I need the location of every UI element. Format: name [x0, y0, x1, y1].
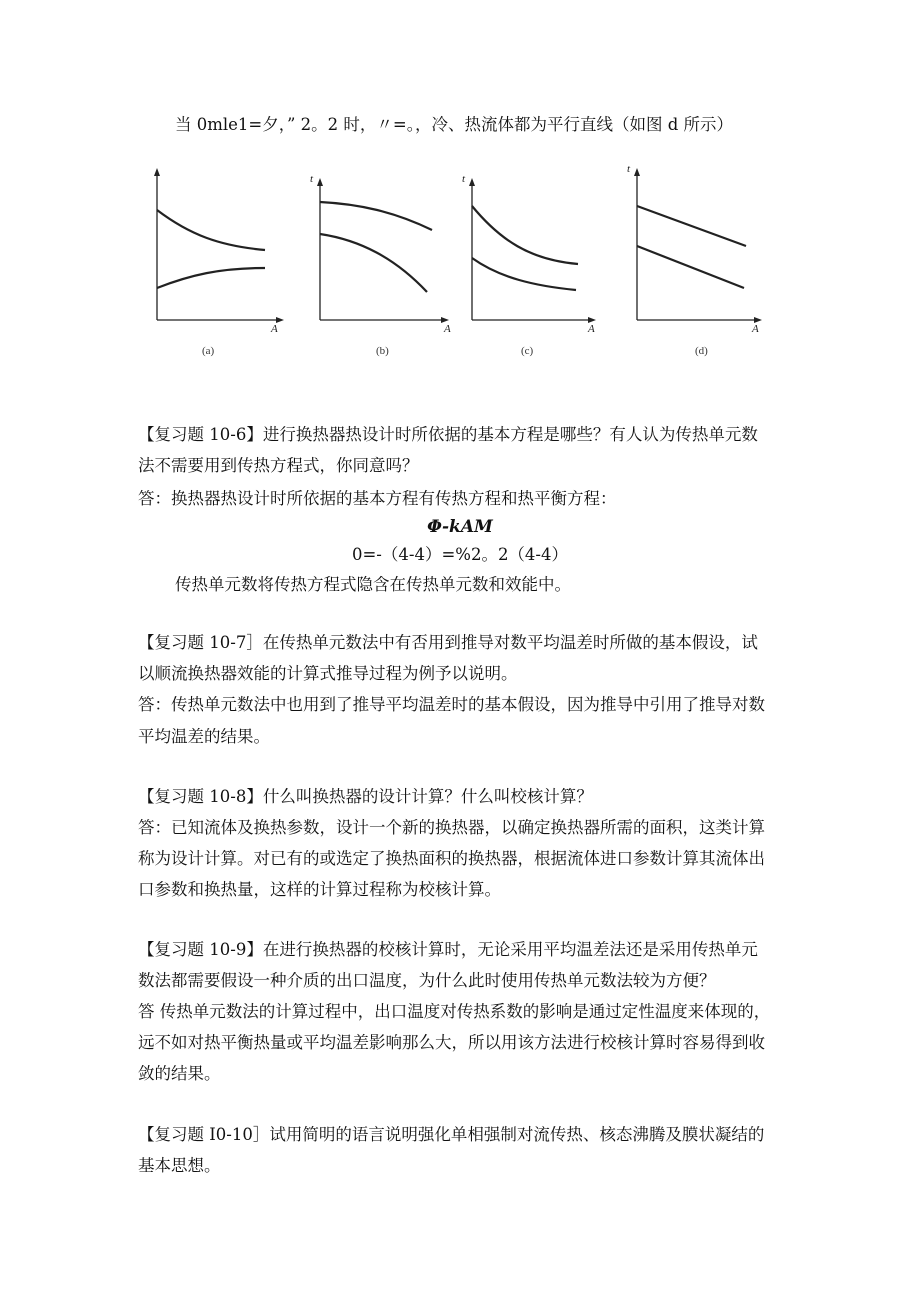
x-axis-label: A [271, 323, 278, 335]
y-axis-arrow-icon [154, 168, 160, 176]
y-axis-label: t [310, 173, 314, 185]
y-axis-arrow-icon [634, 168, 640, 176]
y-axis-label: t [462, 173, 466, 185]
panel-a [154, 168, 284, 357]
y-axis-label: t [627, 163, 631, 175]
x-axis-label: A [444, 323, 451, 335]
answer-10-7-line1: 答：传热单元数法中也用到了推导平均温差时的基本假设，因为推导中引用了推导对数 [138, 695, 765, 714]
panel-d [627, 163, 762, 357]
question-10-7-line2: 以顺流换热器效能的计算式推导过程为例予以说明。 [138, 664, 518, 683]
temperature-profile-figure [140, 160, 780, 360]
y-axis-arrow-icon [469, 178, 475, 186]
hot-fluid-curve [157, 210, 265, 250]
panel-caption: (a) [202, 345, 215, 357]
hot-fluid-line [637, 206, 746, 246]
answer-10-8-line3: 口参数和换热量，这样的计算过程称为校核计算。 [138, 880, 501, 899]
hot-fluid-curve [472, 206, 578, 264]
question-10-7-line1: 【复习题 10-7］在传热单元数法中有否用到推导对数平均温差时所做的基本假设，试 [138, 633, 758, 652]
question-10-10-line2: 基本思想。 [138, 1156, 221, 1175]
cold-fluid-curve [472, 258, 576, 290]
question-10-10-line1: 【复习题 I0-10］试用简明的语言说明强化单相强制对流传热、核态沸腾及膜状凝结的 [138, 1125, 765, 1144]
cold-fluid-curve [157, 268, 265, 288]
answer-10-9-line1: 答 传热单元数法的计算过程中，出口温度对传热系数的影响是通过定性温度来体现的， [138, 1002, 771, 1021]
answer-10-9-line3: 敛的结果。 [138, 1064, 221, 1083]
answer-10-9-line2: 远不如对热平衡热量或平均温差影响那么大，所以用该方法进行校核计算时容易得到收 [138, 1033, 765, 1052]
cold-fluid-curve [320, 234, 427, 292]
y-axis-arrow-icon [317, 178, 323, 186]
question-10-6-line1: 【复习题 10-6】进行换热器热设计时所依据的基本方程是哪些？有人认为传热单元数 [138, 425, 758, 444]
question-10-9-line2: 数法都需要假设一种介质的出口温度，为什么此时使用传热单元数法较为方便？ [138, 971, 716, 990]
panel-b [310, 173, 451, 357]
panel-caption: (b) [376, 345, 389, 357]
x-axis-label: A [752, 323, 759, 335]
x-axis-label: A [588, 323, 595, 335]
hot-fluid-curve [320, 202, 432, 230]
answer-10-6-line2: 传热单元数将传热方程式隐含在传热单元数和效能中。 [175, 575, 571, 594]
panel-caption: (d) [695, 345, 708, 357]
question-10-8-line1: 【复习题 10-8】什么叫换热器的设计计算？什么叫校核计算？ [138, 787, 593, 806]
answer-10-8-line2: 称为设计计算。对已有的或选定了换热面积的换热器，根据流体进口参数计算其流体出 [138, 849, 765, 868]
formula-heat-balance: 0=-（4-4）=%2。2（4-4） [351, 545, 569, 564]
panel-c [462, 173, 596, 357]
formula-heat-transfer: Φ-kAM [427, 517, 493, 537]
intro-line: 当 0mle1=夕，” 2。2 时，〃=。，冷、热流体都为平行直线（如图 d 所示） [175, 115, 734, 134]
answer-10-7-line2: 平均温差的结果。 [138, 727, 270, 746]
panel-caption: (c) [521, 345, 534, 357]
answer-10-6-line1: 答：换热器热设计时所依据的基本方程有传热方程和热平衡方程： [138, 489, 617, 508]
question-10-9-line1: 【复习题 10-9】在进行换热器的校核计算时，无论采用平均温差法还是采用传热单元 [138, 940, 758, 959]
cold-fluid-line [637, 246, 744, 288]
question-10-6-line2: 法不需要用到传热方程式，你同意吗？ [138, 456, 419, 475]
answer-10-8-line1: 答：已知流体及换热参数，设计一个新的换热器，以确定换热器所需的面积，这类计算 [138, 818, 765, 837]
